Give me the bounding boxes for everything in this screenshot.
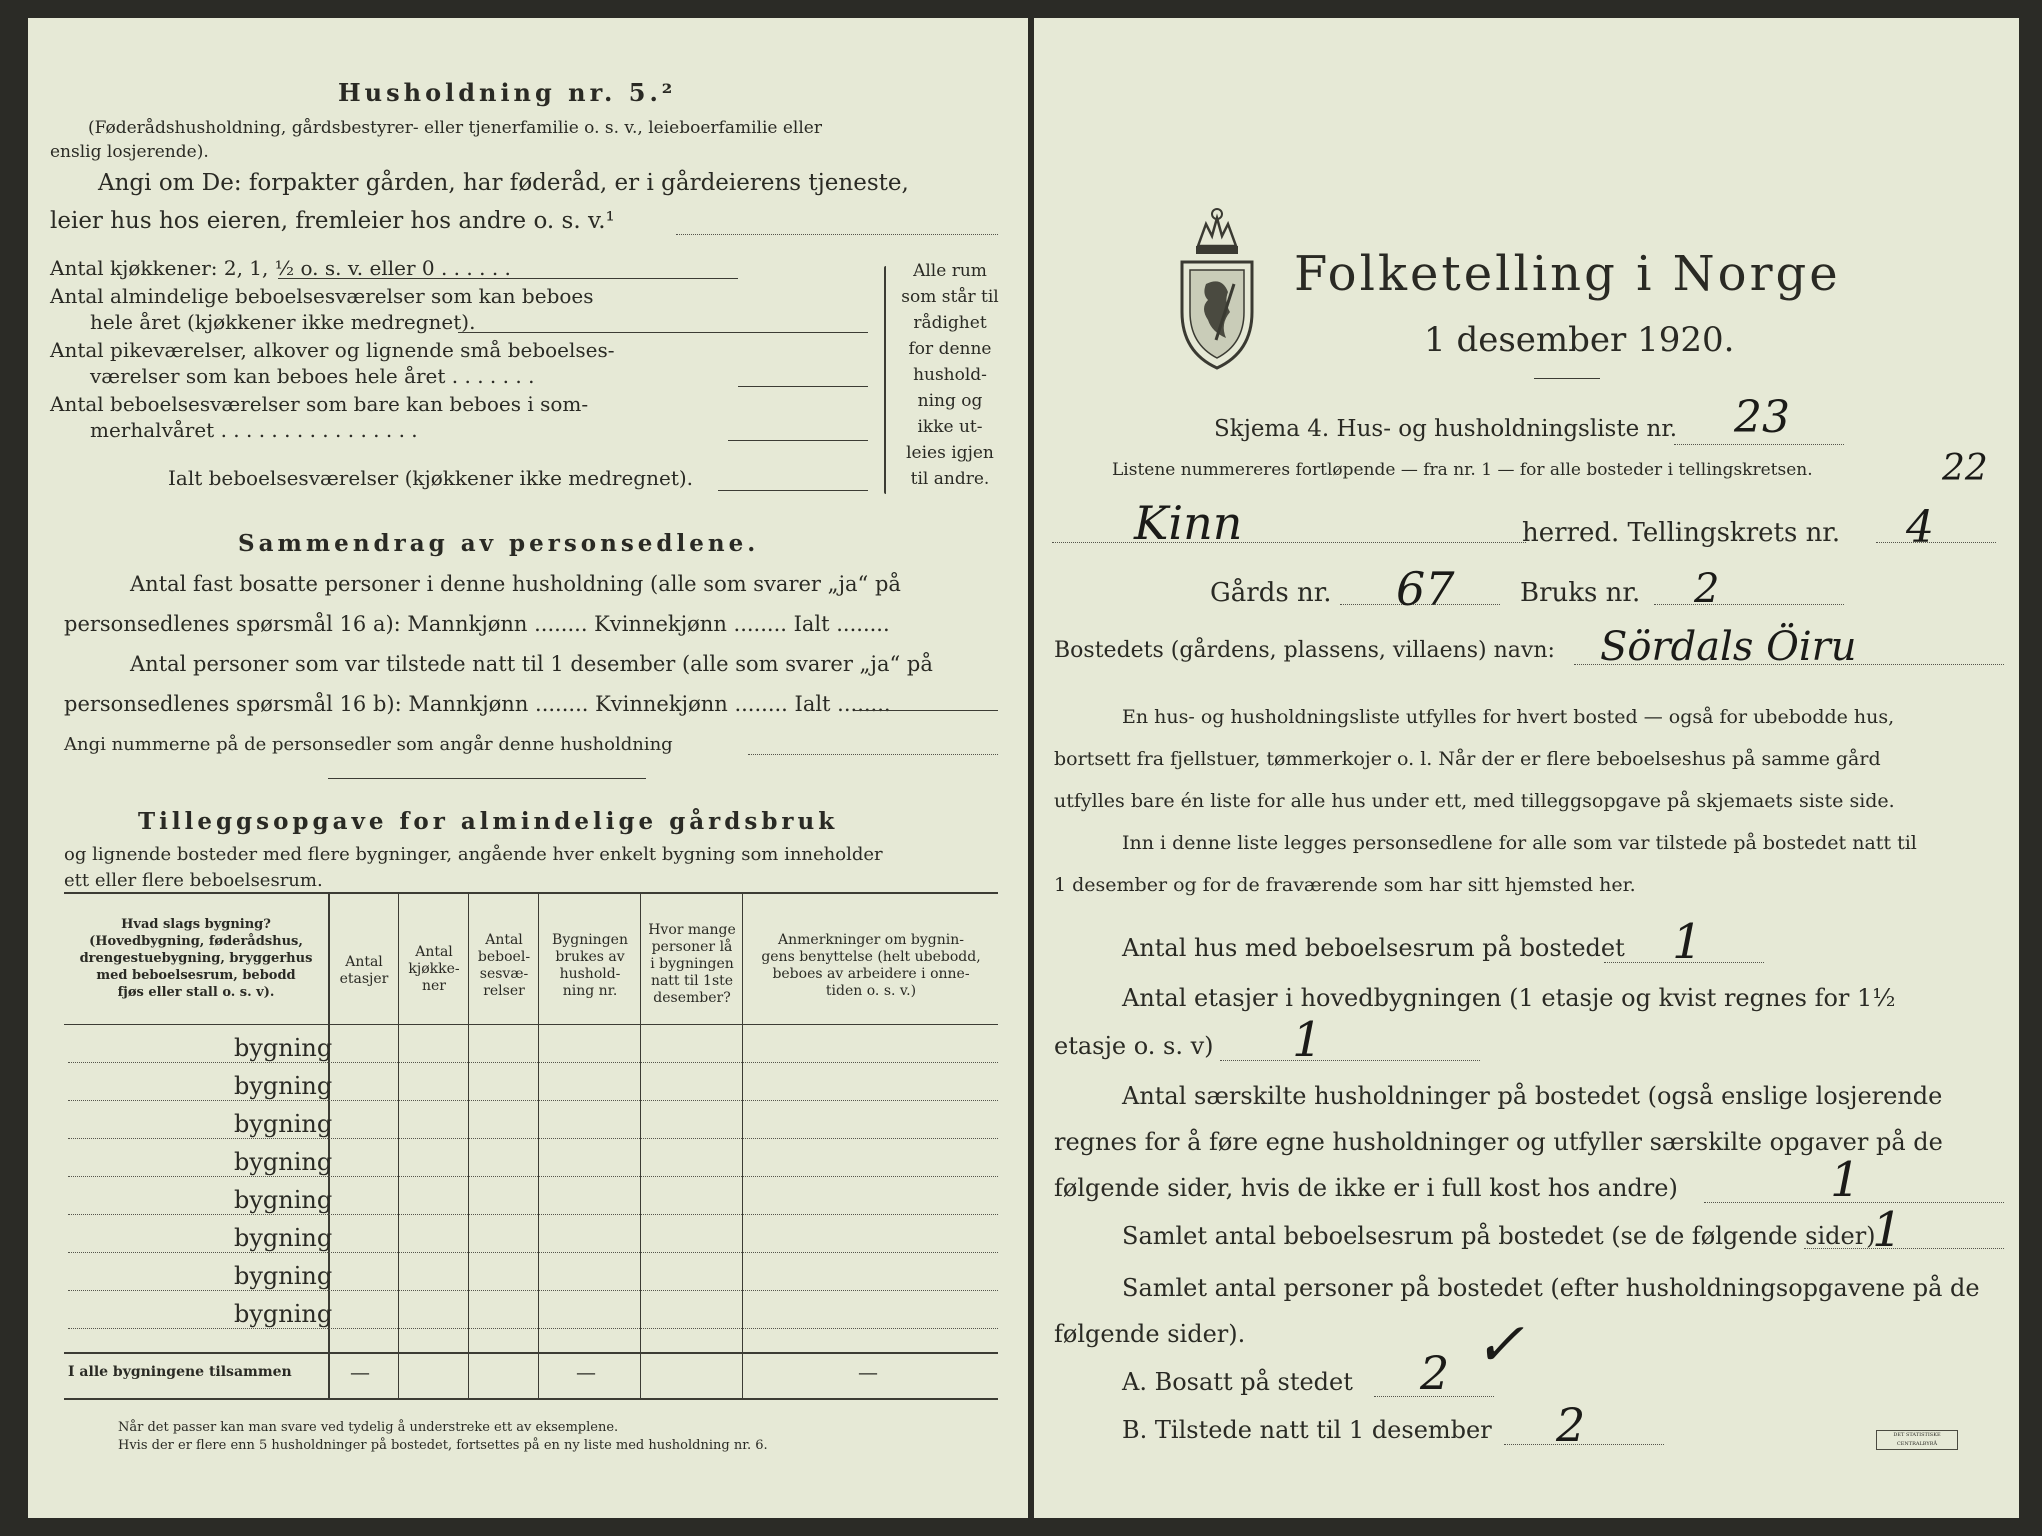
table-header-line: fjøs eller stall o. s. v). (117, 985, 275, 1000)
table-row (68, 1138, 998, 1139)
brace-note-line: til andre. (910, 469, 990, 489)
th-building-type (68, 916, 324, 1001)
table-row-label: bygning (234, 1186, 333, 1214)
total-dash-floors: — (350, 1360, 370, 1384)
main-title: Folketelling i Norge (1294, 246, 1841, 302)
brace-note-line: hushold- (913, 365, 987, 385)
info-1: En hus- og husholdningsliste utfylles for hvert bosted — også for ubebodde hus, (1122, 706, 1895, 728)
q-resident-hw: 2 (1420, 1346, 1450, 1400)
right-page (1034, 18, 2019, 1518)
household-note-1: (Føderådshusholdning, gårdsbestyrer- eller tjenerfamilie o. s. v., leieboerfamilie eller (88, 118, 822, 138)
coat-of-arms-icon (1176, 204, 1258, 374)
schema-label: Skjema 4. Hus- og husholdningsliste nr. (1214, 416, 1678, 442)
info-4: Inn i denne liste legges personsedlene for alle som var tilstede på bostedet natt til (1122, 832, 1917, 854)
table-header-line: Antal (485, 932, 523, 948)
q-floors-2: etasje o. s. v) (1054, 1032, 1214, 1060)
household-title: Husholdning nr. 5.² (338, 78, 677, 107)
holding-nr-label: Bruks nr. (1520, 578, 1641, 608)
printer-stamp: DET STATISTISKE CENTRALBYRÅ (1876, 1430, 1958, 1450)
supplement-2: ett eller flere beboelsesrum. (64, 870, 323, 891)
summary-1: Antal fast bosatte personer i denne husholdning (alle som svarer „ja“ på (130, 572, 901, 596)
summary-title: Sammendrag av personsedlene. (238, 530, 760, 557)
census-date: 1 desember 1920. (1424, 320, 1735, 360)
table-row-label: bygning (234, 1224, 333, 1252)
table-header-line: sesvæ- (479, 966, 529, 982)
supplement-1: og lignende bosteder med flere bygninger, angående hver enkelt bygning som inneholder (64, 844, 883, 865)
q-persons-1: Samlet antal personer på bostedet (efter husholdningsopgavene på de (1122, 1274, 1980, 1302)
table-header-line: med beboelsesrum, bebodd (96, 968, 296, 983)
table-row (68, 1252, 998, 1253)
table-header-line: gens benyttelse (helt ubebodd, (761, 949, 981, 965)
q-resident: A. Bosatt på stedet (1122, 1368, 1353, 1396)
municipality-hw: Kinn (1134, 496, 1243, 550)
th-rooms (470, 932, 538, 1000)
table-header-line: natt til 1ste (650, 973, 734, 989)
table-header-line: i bygningen (650, 956, 734, 972)
angi-line-2: leier hus hos eieren, fremleier hos andre o. s. v.¹ (50, 208, 615, 234)
info-3: utfylles bare én liste for alle hus under ett, med tilleggsopgave på skjemaets siste side. (1054, 790, 1895, 812)
summary-5: Angi nummerne på de personsedler som angår denne husholdning (64, 734, 673, 755)
brace-note-line: leies igjen (906, 443, 994, 463)
brace-note-line: rådighet (913, 313, 987, 333)
brace-note-line: for denne (908, 339, 992, 359)
q-households-3: følgende sider, hvis de ikke er i full kost hos andre) (1054, 1174, 1678, 1202)
brace-note-line: som står til (901, 287, 999, 307)
q-rooms-1: Antal almindelige beboelsesværelser som kan beboes (50, 284, 594, 308)
table-row (68, 1214, 998, 1215)
table-header-line: brukes av (555, 949, 625, 965)
total-dash-remarks: — (858, 1360, 878, 1384)
table-header-line: beboel- (477, 949, 531, 965)
q-kitchens: Antal kjøkkener: 2, 1, ½ o. s. v. eller 0 . . . . . . (50, 256, 511, 280)
q-present: B. Tilstede natt til 1 desember (1122, 1416, 1492, 1444)
brace-note-line: ikke ut- (917, 417, 983, 437)
farm-nr-hw: 67 (1396, 562, 1455, 616)
table-header-line: ner (422, 978, 446, 994)
table-header-line: beboes av arbeidere i onne- (772, 966, 970, 982)
footnote-1: Når det passer kan man svare ved tydelig å understreke ett av eksemplene. (118, 1420, 619, 1435)
q-houses: Antal hus med beboelsesrum på bostedet (1122, 934, 1625, 962)
table-row-label: bygning (234, 1148, 333, 1176)
th-persons (642, 922, 742, 1007)
footnote-2: Hvis der er flere enn 5 husholdninger på bostedet, fortsettes på en ny liste med husholdning nr. 6. (118, 1438, 768, 1453)
table-header-line: drengestuebygning, bryggerhus (79, 951, 313, 966)
table-row (68, 1290, 998, 1291)
summary-2: personsedlenes spørsmål 16 a): Mannkjønn ........ Kvinnekjønn ........ Ialt ........ (64, 612, 890, 636)
place-name-label: Bostedets (gårdens, plassens, villaens) navn: (1054, 638, 1555, 663)
table-header-line: Antal (345, 954, 383, 970)
q-present-hw: 2 (1556, 1398, 1586, 1452)
table-header-line: personer lå (651, 939, 733, 955)
table-row (68, 1176, 998, 1177)
q-total-rooms: Samlet antal beboelsesrum på bostedet (se de følgende sider) (1122, 1222, 1876, 1250)
district-count-hw: 22 (1942, 448, 1988, 489)
q-floors-1: Antal etasjer i hovedbygningen (1 etasje og kvist regnes for 1½ (1122, 984, 1896, 1012)
place-name-hw: Sördals Öiru (1600, 624, 1857, 670)
table-header-line: relser (483, 983, 525, 999)
angi-line-1: Angi om De: forpakter gården, har føderåd, er i gårdeierens tjeneste, (98, 170, 909, 196)
table-header-line: Anmerkninger om bygnin- (778, 932, 964, 948)
table-header-line: desember? (653, 990, 731, 1006)
table-row-label: bygning (234, 1072, 333, 1100)
table-row (68, 1100, 998, 1101)
table-header-line: etasjer (339, 971, 389, 987)
q-small-rooms-2: værelser som kan beboes hele året . . . . . . . (90, 364, 535, 388)
th-kitchens (400, 944, 468, 995)
table-header-line: ning nr. (562, 983, 618, 999)
summary-3: Antal personer som var tilstede natt til 1 desember (alle som svarer „ja“ på (130, 652, 933, 676)
th-household-nr (540, 932, 640, 1000)
district-number-hw: 4 (1906, 502, 1934, 553)
th-floors (330, 954, 398, 988)
table-header-line: Bygningen (552, 932, 628, 948)
q-households-2: regnes for å føre egne husholdninger og utfyller særskilte opgaver på de (1054, 1128, 1943, 1156)
info-5: 1 desember og for de fraværende som har sitt hjemsted her. (1054, 874, 1636, 896)
numbering-note: Listene nummereres fortløpende — fra nr. 1 — for alle bosteder i tellingskretsen. (1112, 460, 1813, 480)
brace-note (890, 258, 1010, 492)
table-row (68, 1062, 998, 1063)
total-dash-household: — (576, 1360, 596, 1384)
municipality-label: herred. Tellingskrets nr. (1522, 518, 1841, 548)
total-label: I alle bygningene tilsammen (68, 1364, 292, 1380)
table-row-label: bygning (234, 1034, 333, 1062)
brace-note-line: ning og (917, 391, 983, 411)
table-header-line: Hvor mange (648, 922, 736, 938)
supplement-title: Tilleggsopgave for almindelige gårdsbruk (138, 808, 839, 835)
q-floors-hw: 1 (1292, 1012, 1323, 1068)
q-small-rooms-1: Antal pikeværelser, alkover og lignende små beboelses- (50, 338, 615, 362)
household-note-2: enslig losjerende). (50, 142, 209, 162)
q-total-rooms: Ialt beboelsesværelser (kjøkkener ikke medregnet). (168, 466, 694, 490)
farm-nr-label: Gårds nr. (1210, 578, 1332, 608)
table-header-line: hushold- (559, 966, 621, 982)
check-mark-icon: ✓ (1474, 1310, 1525, 1380)
q-households-1: Antal særskilte husholdninger på bostedet (også enslige losjerende (1122, 1082, 1943, 1110)
table-row-label: bygning (234, 1110, 333, 1138)
q-total-rooms-hw: 1 (1872, 1202, 1903, 1258)
table-row (68, 1328, 998, 1329)
table-header-line: Hvad slags bygning? (121, 917, 271, 932)
th-remarks (744, 932, 998, 1000)
q-summer-rooms-2: merhalvåret . . . . . . . . . . . . . . . . (90, 418, 418, 442)
q-houses-hw: 1 (1672, 914, 1703, 970)
left-page (28, 18, 1028, 1518)
table-header-line: Antal (415, 944, 453, 960)
q-summer-rooms-1: Antal beboelsesværelser som bare kan beboes i som- (50, 392, 589, 416)
summary-4: personsedlenes spørsmål 16 b): Mannkjønn ........ Kvinnekjønn ........ Ialt ........ (64, 692, 891, 716)
info-2: bortsett fra fjellstuer, tømmerkojer o. l. Når der er flere beboelseshus på samme gård (1054, 748, 1881, 770)
table-header-line: tiden o. s. v.) (825, 983, 917, 999)
holding-nr-hw: 2 (1694, 566, 1720, 612)
table-header-line: (Hovedbygning, føderådshus, (89, 934, 303, 949)
q-rooms-2: hele året (kjøkkener ikke medregnet). (90, 310, 476, 334)
list-number-hw: 23 (1734, 392, 1790, 443)
q-households-hw: 1 (1830, 1152, 1861, 1208)
table-row-label: bygning (234, 1300, 333, 1328)
table-header-line: kjøkke- (408, 961, 460, 977)
brace-note-line: Alle rum (913, 261, 987, 281)
q-persons-2: følgende sider). (1054, 1320, 1246, 1348)
table-row-label: bygning (234, 1262, 333, 1290)
